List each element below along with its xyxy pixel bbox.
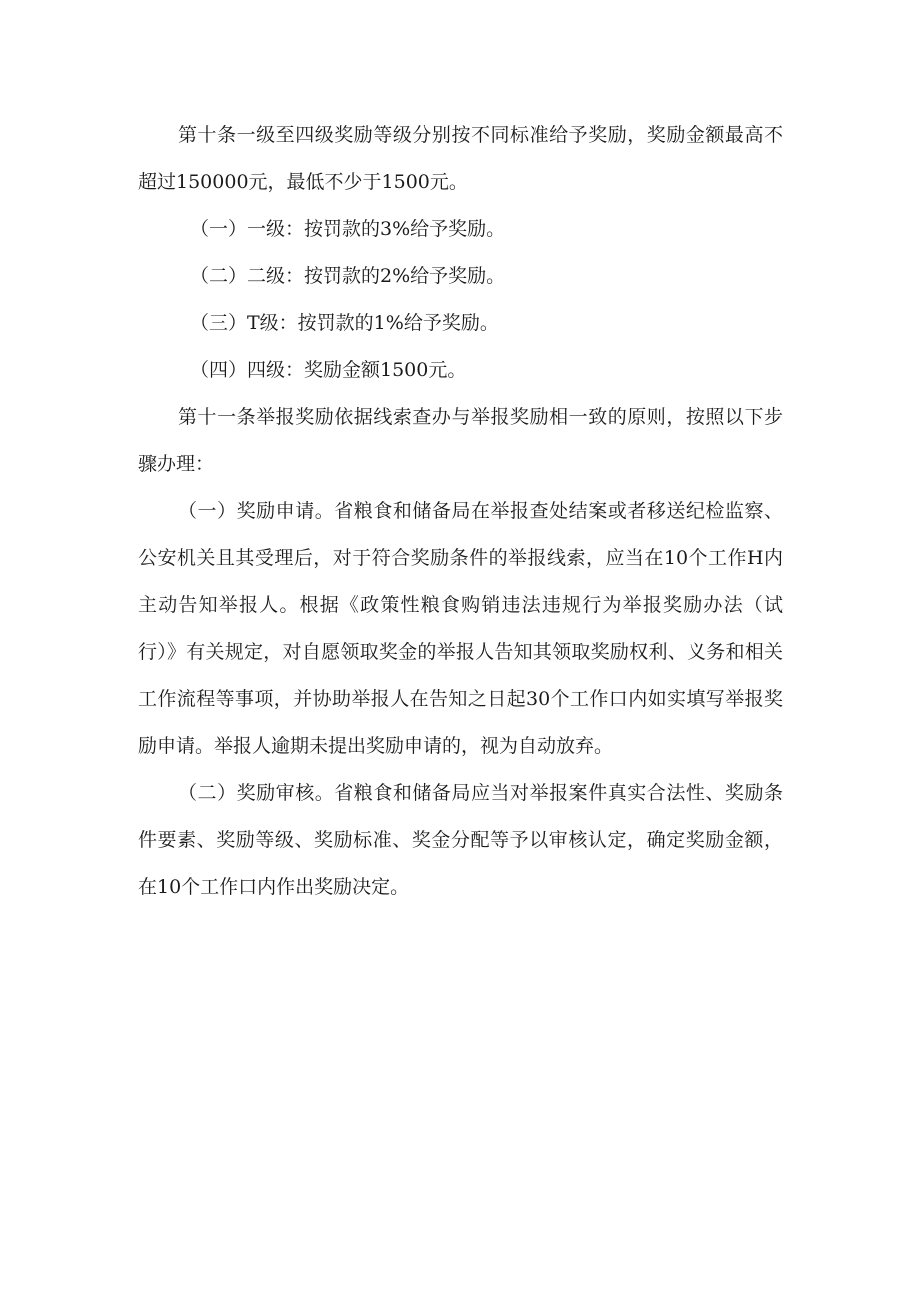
article-11-step-1: （一）奖励申请。省粮食和储备局在举报查处结案或者移送纪检监察、公安机关且其受理后，对于符合奖励条件的举报线索，应当在10个工作H内主动告知举报人。根据《政策性粮食购销违法违规行为举报奖励办法（试行）》有关规定，对自愿领取奖金的举报人告知其领取奖励权利、义务和相关工作流程等事项，并协助举报人在告知之日起30个工作口内如实填写举报奖励申请。举报人逾期未提出奖励申请的，视为自动放弃。 [138, 500, 783, 757]
article-11-step-2: （二）奖励审核。省粮食和储备局应当对举报案件真实合法性、奖励条件要素、奖励等级、奖励标准、奖金分配等予以审核认定，确定奖励金额，在10个工作口内作出奖励决定。 [138, 782, 783, 898]
article-10-item-4: （四）四级：奖励金额1500元。 [190, 359, 467, 381]
article-10-item-2: （二）二级：按罚款的2%给予奖励。 [190, 265, 506, 287]
article-11-intro: 第十一条举报奖励依据线索查办与举报奖励相一致的原则，按照以下步骤办理： [138, 406, 783, 475]
article-10-item-3: （三）T级：按罚款的1%给予奖励。 [190, 312, 499, 334]
article-10-intro: 第十条一级至四级奖励等级分别按不同标准给予奖励，奖励金额最高不超过150000元，最低不少于1500元。 [138, 124, 783, 193]
document-body [138, 112, 783, 911]
article-10-item-1: （一）一级：按罚款的3%给予奖励。 [190, 218, 506, 240]
